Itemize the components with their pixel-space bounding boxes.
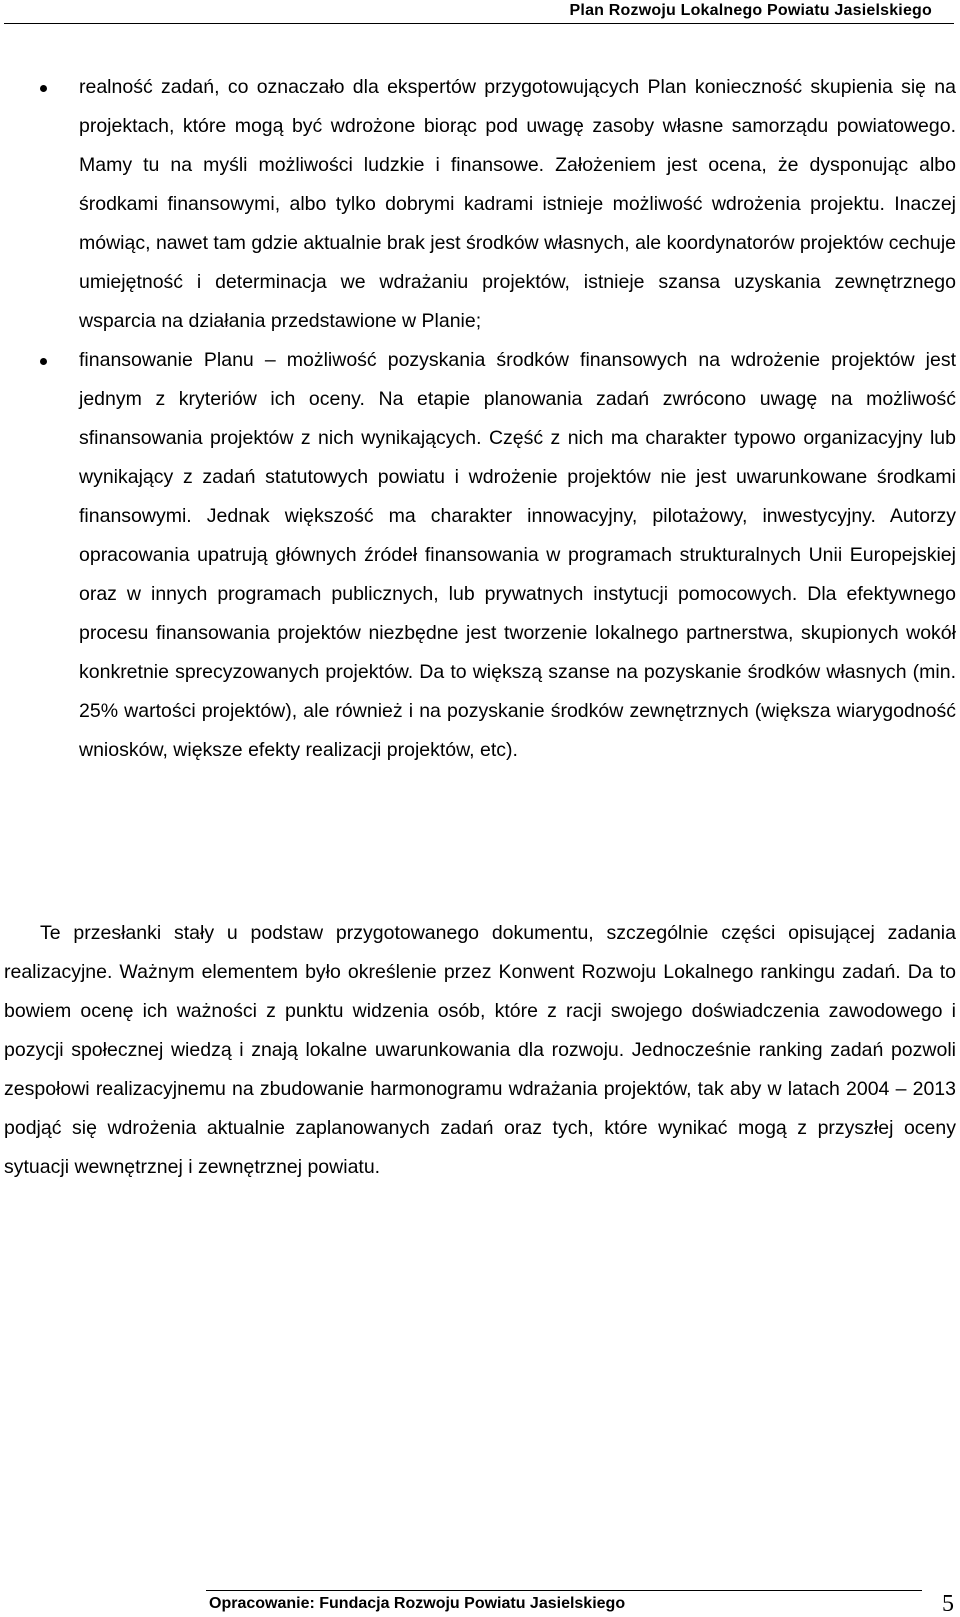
- header-divider: [4, 23, 954, 24]
- page-number: 5: [942, 1591, 954, 1617]
- bullet-item-realnosc: realność zadań, co oznaczało dla ekspertów przygotowujących Plan konieczność skupienia się na projektach, które mogą być wdrożone biorąc pod uwagę zasoby własne samorządu powiatowego. Mamy tu na myśli możliwości ludzkie i finansowe. Założeniem jest ocena, że dysponując albo środkami finansowymi, albo tylko dobrymi kadrami istnieje możliwość wdrożenia projektu. Inaczej mówiąc, nawet tam gdzie aktualnie brak jest środków własnych, ale koordynatorów projektów cechuje umiejętność i determinacja we wdrażaniu projektów, istnieje szansa uzyskania zewnętrznego wsparcia na działania przedstawione w Planie;: [0, 68, 960, 341]
- bullet-list: [0, 68, 960, 770]
- bullet-item-finansowanie: finansowanie Planu – możliwość pozyskania środków finansowych na wdrożenie projektów jest jednym z kryteriów ich oceny. Na etapie planowania zadań zwrócono uwagę na możliwość sfinansowania projektów z nich wynikających. Część z nich ma charakter typowo organizacyjny lub wynikający z zadań statutowych powiatu i wdrożenie projektów nie jest uwarunkowane środkami finansowymi. Jednak większość ma charakter innowacyjny, pilotażowy, inwestycyjny. Autorzy opracowania upatrują głównych źródeł finansowania w programach strukturalnych Unii Europejskiej oraz w innych programach publicznych, lub prywatnych instytucji pomocowych. Dla efektywnego procesu finansowania projektów niezbędne jest tworzenie lokalnego partnerstwa, skupionych wokół konkretnie sprecyzowanych projektów. Da to większą szanse na pozyskanie środków własnych (min. 25% wartości projektów), ale również i na pozyskanie środków zewnętrznych (większa wiarygodność wniosków, większe efekty realizacji projektów, etc).: [0, 341, 960, 770]
- footer-divider: [206, 1590, 922, 1591]
- footer-credit: Opracowanie: Fundacja Rozwoju Powiatu Jasielskiego: [209, 1595, 626, 1612]
- running-header: Plan Rozwoju Lokalnego Powiatu Jasielskiego: [569, 2, 932, 19]
- body-paragraph: Te przesłanki stały u podstaw przygotowanego dokumentu, szczególnie części opisującej zadania realizacyjne. Ważnym elementem było określenie przez Konwent Rozwoju Lokalnego rankingu zadań. Da to bowiem ocenę ich ważności z punktu widzenia osób, które z racji swojego doświadczenia zawodowego i pozycji społecznej wiedzą i znają lokalne uwarunkowania dla rozwoju. Jednocześnie ranking zadań pozwoli zespołowi realizacyjnemu na zbudowanie harmonogramu wdrażania projektów, tak aby w latach 2004 – 2013 podjąć się wdrożenia aktualnie zaplanowanych zadań oraz tych, które wynikać mogą z przyszłej oceny sytuacji wewnętrznej i zewnętrznej powiatu.: [4, 922, 956, 1178]
